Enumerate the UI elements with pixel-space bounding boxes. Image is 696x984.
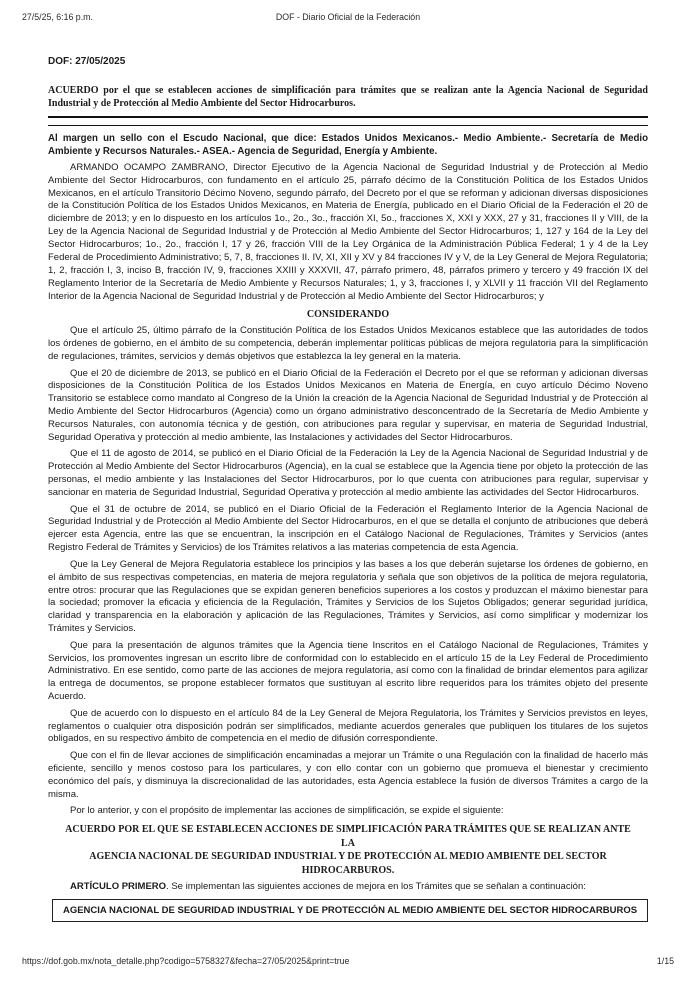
- divider-rule-thin: [48, 125, 648, 126]
- considerando-paragraph: Que el 11 de agosto de 2014, se publicó en el Diario Oficial de la Federación la Ley de la Agencia Nacional de Seguridad Industrial y de Protección al Medio Ambiente del Sector Hidrocarburos (Agencia), en la cual se establece que la Agencia tiene por objeto la protección de las personas, el medio ambiente y las Instalaciones del Sector Hidrocarburos, por lo que cuenta con atribuciones para regular, supervisar y sancionar en materia de Seguridad Industrial, Seguridad Operativa y protección al medio ambiente las actividades del Sector Hidrocarburos.: [48, 448, 648, 499]
- acuerdo-title-line: LA: [341, 837, 355, 849]
- agency-table-header-box: AGENCIA NACIONAL DE SEGURIDAD INDUSTRIAL Y DE PROTECCIÓN AL MEDIO AMBIENTE DEL SECTOR HIDROCARBUROS: [52, 899, 648, 922]
- print-timestamp: 27/5/25, 6:16 p.m.: [22, 12, 93, 22]
- considerando-paragraph: Que el 20 de diciembre de 2013, se publicó en el Diario Oficial de la Federación el Decreto por el que se reforman y adicionan diversas disposiciones de la Constitución Política de los Estados Unidos Mexicanos en Materia de Energía, en cuyo artículo Décimo Noveno Transitorio se establece como mandato al Congreso de la Unión la creación de la Agencia Nacional de Seguridad Industrial y de Protección al Medio Ambiente del Sector Hidrocarburos (Agencia) como un órgano administrativo desconcentrado de la Secretaría de Medio Ambiente y Recursos Naturales, con autonomía técnica y de gestión, con atribuciones para regular y supervisar, en materia de Seguridad Industrial, Seguridad Operativa y protección al medio ambiente, las Instalaciones y actividades del Sector Hidrocarburos.: [48, 367, 648, 444]
- acuerdo-title-heading: [48, 823, 648, 877]
- document-content: [48, 56, 648, 922]
- articulo-primero-label: ARTÍCULO PRIMERO: [70, 880, 167, 892]
- al-margen-seal-text: Al margen un sello con el Escudo Nacional, que dice: Estados Unidos Mexicanos.- Medio Ambiente.- Secretaría de Medio Ambiente y Recursos Naturales.- ASEA.- Agencia de Seguridad, Energía y Ambiente.: [48, 132, 648, 158]
- intro-legal-paragraph: ARMANDO OCAMPO ZAMBRANO, Director Ejecutivo de la Agencia Nacional de Seguridad Industrial y de Protección al Medio Ambiente del Sector Hidrocarburos, con fundamento en el artículo 25, párrafo décimo de la Constitución Política de los Estados Unidos Mexicanos, en el artículo Transitorio Décimo Noveno, segundo párrafo, del Decreto por el que se reforman y adicionan diversas disposiciones de la Constitución Política de los Estados Unidos Mexicanos, en Materia de Energía, publicado en el Diario Oficial de la Federación el 20 de diciembre de 2013; y en lo dispuesto en los artículos 1o., 2o., 3o., fracción XI, 5o., fracciones X, XXI y XXX, 27 y 31, fracciones II y VIII, de la Ley de la Agencia Nacional de Seguridad Industrial y de Protección al Medio Ambiente del Sector Hidrocarburos; 1, 127 y 164 de la Ley del Sector Hidrocarburos; 1o., 2o., fracción I, 17 y 26, fracción VIII de la Ley Orgánica de la Administración Pública Federal; 1 y 4 de la Ley Federal de Procedimiento Administrativo; 5, 7, 8, fracciones II. IV, XI, XII y XV y 84 fracciones IV y V, de la Ley General de Mejora Regulatoria; 1, 2, fracción I, 3, inciso B, fracción IV, 9, fracciones XXIII y XXXVII, 47, párrafo primero, 48, párrafos primero y tercero y 49 fracción IX del Reglamento Interior de la Secretaría de Medio Ambiente y Recursos Naturales; 1, y 3, fracciones I, y XLVII y 11 fracción VII del Reglamento Interior de la Agencia Nacional de Seguridad Industrial y de Protección al Medio Ambiente del Sector Hidrocarburos; y: [48, 161, 648, 302]
- considerando-paragraph: Que con el fin de llevar acciones de simplificación encaminadas a mejorar un Trámite o una Regulación con la finalidad de hacerlo más eficiente, sencillo y menos costoso para los particulares, y con ello contar con un gobierno que promueva el bienestar y crecimiento económico del país, y disminuya la discrecionalidad de las autoridades, esta Agencia establece la fusión de diversos Trámites a cargo de la misma.: [48, 749, 648, 800]
- print-footer: [22, 956, 674, 968]
- considerando-paragraph: Que la Ley General de Mejora Regulatoria establece los principios y las bases a los que deberán sujetarse los órdenes de gobierno, en el ámbito de sus respectivas competencias, en materia de mejora regulatoria y señala que son objetivos de la política de mejora regulatoria, entre otros: procurar que las Regulaciones que se expidan generen beneficios superiores a los costos y produzcan el máximo bienestar para la sociedad; promover la eficacia y eficiencia de la Regulación, Trámites y Servicios de los Sujetos Obligados; generar seguridad jurídica, claridad y transparencia en la elaboración y aplicación de las Regulaciones, Trámites y Servicios, así como simplificar y modernizar los Trámites y Servicios.: [48, 558, 648, 635]
- considerando-heading: CONSIDERANDO: [306, 308, 390, 320]
- divider-rule-thick: [48, 116, 648, 118]
- expide-lead-in: Por lo anterior, y con el propósito de implementar las acciones de simplificación, se expide el siguiente:: [70, 805, 504, 816]
- considerando-paragraph: Que el 31 de octubre de 2014, se publicó en el Diario Oficial de la Federación el Reglamento Interior de la Agencia Nacional de Seguridad Industrial y de Protección al Medio Ambiente del Sector Hidrocarburos, en el que se detalla el conjunto de atribuciones que deberá ejercer esta Agencia, entre las que se encuentran, la inscripción en el Catálogo Nacional de Regulaciones, Trámites y Servicios (antes Registro Federal de Trámites y Servicios) de los Trámites relativos a las materias competencia de esta Agencia.: [48, 503, 648, 554]
- print-header: [22, 12, 674, 24]
- dof-date-label: DOF: 27/05/2025: [48, 56, 126, 67]
- print-page-indicator: 1/15: [656, 956, 674, 966]
- articulo-primero-paragraph: [48, 881, 648, 894]
- acuerdo-title-line: ACUERDO POR EL QUE SE ESTABLECEN ACCIONES DE SIMPLIFICACIÓN PARA TRÁMITES QUE SE REALIZAN ANTE: [65, 823, 631, 835]
- decree-summary: ACUERDO por el que se establecen acciones de simplificación para trámites que se realizan ante la Agencia Nacional de Seguridad Industrial y de Protección al Medio Ambiente del Sector Hidrocarburos.: [48, 85, 648, 110]
- articulo-primero-text: . Se implementan las siguientes acciones de mejora en los Trámites que se señalan a continuación:: [166, 880, 586, 892]
- acuerdo-title-line: HIDROCARBUROS.: [301, 864, 395, 876]
- acuerdo-title-line: AGENCIA NACIONAL DE SEGURIDAD INDUSTRIAL Y DE PROTECCIÓN AL MEDIO AMBIENTE DEL SECTOR: [89, 851, 607, 863]
- considerando-paragraph: Que el artículo 25, último párrafo de la Constitución Política de los Estados Unidos Mexicanos establece que las autoridades de todos los órdenes de gobierno, en el ámbito de su competencia, deberán implementar políticas públicas de mejora regulatoria para la simplificación de regulaciones, trámites, servicios y demás objetivos que establezca la ley general en la materia.: [48, 325, 648, 363]
- print-source-url: https://dof.gob.mx/nota_detalle.php?codigo=5758327&fecha=27/05/2025&print=true: [22, 956, 350, 966]
- considerando-paragraph: Que de acuerdo con lo dispuesto en el artículo 84 de la Ley General de Mejora Regulatoria, los Trámites y Servicios previstos en leyes, reglamentos o cualquier otra disposición podrán ser simplificados, mediante acuerdos generales que publiquen los titulares de los sujetos obligados, en su respectivo ámbito de competencia en el medio de difusión correspondiente.: [48, 707, 648, 745]
- considerando-paragraph: Que para la presentación de algunos trámites que la Agencia tiene Inscritos en el Catálogo Nacional de Regulaciones, Trámites y Servicios, los promoventes ingresan un escrito libre de conformidad con lo establecido en el artículo 15 de la Ley Federal de Procedimiento Administrativo. En ese sentido, como parte de las acciones de mejora regulatoria, así como con la finalidad de brindar elementos para agilizar la entrega de documentos, se propone establecer formatos que sustituyan al escrito libre requeridos para los trámites objeto del presente Acuerdo.: [48, 639, 648, 703]
- print-page-title: DOF - Diario Oficial de la Federación: [275, 12, 421, 22]
